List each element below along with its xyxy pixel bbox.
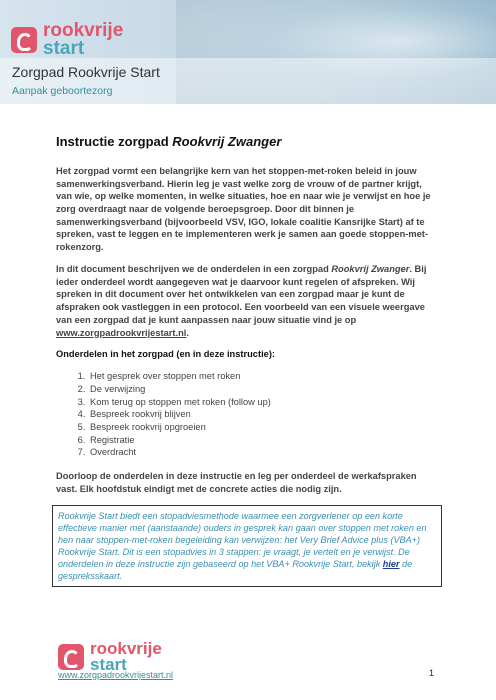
title-plain: Instructie zorgpad	[56, 134, 173, 149]
document-body	[56, 133, 440, 587]
components-list	[56, 370, 440, 459]
info-box	[52, 505, 442, 588]
website-link[interactable]: www.zorgpadrookvrijestart.nl	[56, 327, 187, 338]
box-text-b: de gespreksskaart.	[58, 559, 413, 582]
para2-end: .	[186, 327, 189, 338]
list-item: 1. Het gesprek over stoppen met roken	[88, 370, 440, 383]
title-italic: Rookvrij Zwanger	[172, 134, 282, 149]
list-item: 2. De verwijzing	[88, 383, 440, 396]
document-title	[56, 133, 440, 151]
description-paragraph	[56, 263, 440, 339]
box-text-a: Rookvrije Start biedt een stopadviesmethode waarmee een zorgverlener op een korte effectieve manier met (aanstaande) ouders in gesprek kan gaan over stoppen met roken en hen naar stoppen-met-roken begeleiding kan verwijzen: het Very Brief Advice plus (VBA+) Rookvrije Start. Dit is een stopadvies in 3 stappen: je vraagt, je vertelt en je verwijst. De onderdelen in deze instructie zijn gebaseerd op het VBA+ Rookvrije Start, bekijk	[58, 510, 427, 570]
para2-italic: Rookvrij Zwanger	[331, 263, 410, 274]
footer-logo	[58, 641, 162, 673]
page-number: 1	[429, 668, 435, 678]
intro-paragraph: Het zorgpad vormt een belangrijke kern van het stoppen-met-roken beleid in jouw samenwerkingsverband. Hierin leg je vast welke zorg de vrouw of de partner krijgt, van wie, op welke momenten, in welke situaties, hoe en naar wie je verwijst en hoe je zorg overdraagt naar de volgende beroepsgroep. Door dit binnen je samenwerkingsverband (bijvoorbeeld VSV, IGO, lokale coalitie Kansrijke Start) af te spreken, vast te leggen en te implementeren werk je samen aan goede stoppen-met-rokenzorg.	[56, 165, 431, 253]
list-heading: Onderdelen in het zorgpad (en in deze instructie):	[56, 349, 276, 360]
footer-logo-mark-icon	[58, 644, 84, 670]
para2-text-a: In dit document beschrijven we de onderdelen in een zorgpad	[56, 263, 332, 274]
footer-logo-word-2: start	[90, 655, 127, 675]
header-title: Zorgpad Rookvrije Start	[12, 64, 160, 80]
closing-paragraph: Doorloop de onderdelen in deze instructie en leg per onderdeel de werkafspraken vast. Elk hoofdstuk eindigt met de concrete acties die nodig zijn.	[56, 471, 417, 494]
logo-word-2: start	[43, 38, 85, 60]
list-item: 6. Registratie	[88, 434, 440, 447]
list-item: 3. Kom terug op stoppen met roken (follow up)	[88, 396, 440, 409]
header-logo	[11, 22, 123, 58]
list-item: 5. Bespreek rookvrij opgroeien	[88, 421, 440, 434]
list-item: 4. Bespreek rookvrij blijven	[88, 408, 440, 421]
logo-word-1: rookvrije	[43, 20, 124, 41]
header-subtitle: Aanpak geboortezorg	[12, 85, 113, 97]
list-item: 7. Overdracht	[88, 446, 440, 459]
footer-logo-word-1: rookvrije	[90, 639, 162, 658]
logo-mark-icon	[11, 27, 37, 53]
header-banner	[0, 0, 496, 104]
para2-text-b: . Bij ieder onderdeel wordt aangegeven wat je daarvoor kunt regelen of afspreken. Wij spreken in dit document over het ontwikkelen van een zorgpad maar je kunt de afspraken ook vastleggen in een protocol. Een voorbeeld van een visuele weergave van een zorgpad dat je kunt aanpassen naar jouw situatie vind je op	[56, 263, 427, 325]
footer-url-link[interactable]: www.zorgpadrookvrijestart.nl	[58, 670, 174, 680]
box-here-link[interactable]: hier	[382, 559, 400, 570]
